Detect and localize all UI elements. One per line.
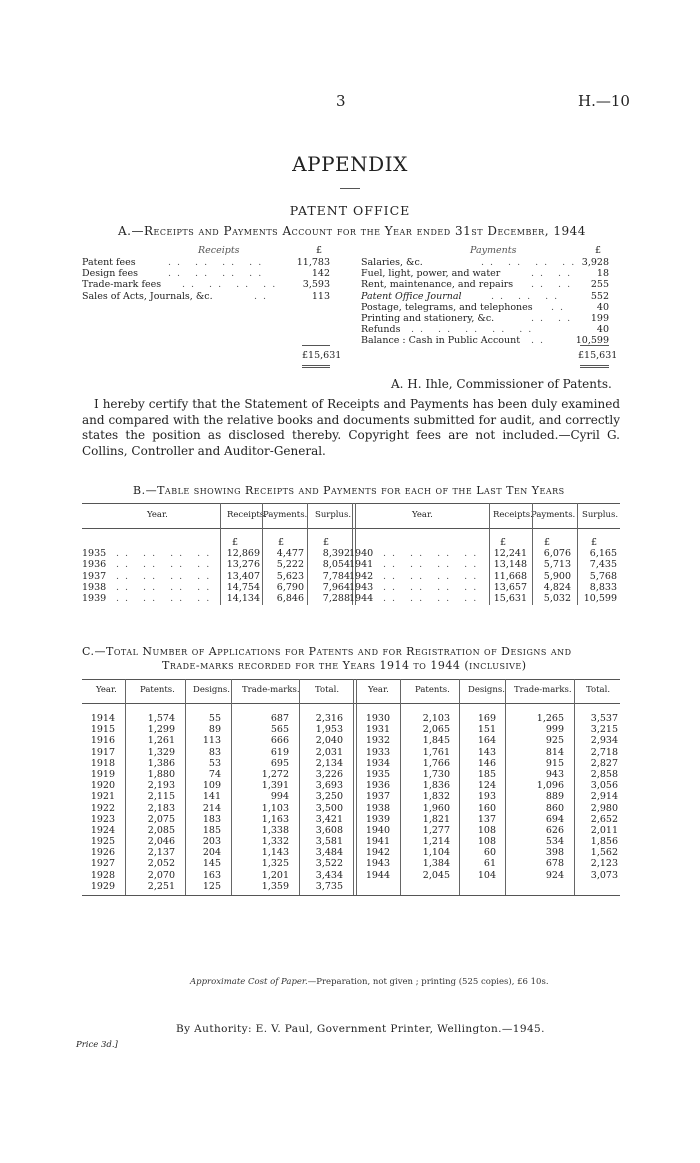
cell: 915 [545,757,564,769]
cell: 3,581 [315,836,343,848]
cell-surplus: 8,054 [322,559,350,571]
cell-payments: 6,790 [276,581,304,593]
cell: 2,045 [422,869,450,881]
cell-surplus: 6,165 [589,548,617,560]
cell: 994 [270,791,289,803]
table-b-body: £ £ £ £ £ £ 1935 12,869 4,477 8,392 .. .. .. .. 1940 12,241 6,076 6,165 .. .. .. .. 1936 13,276 5,222 8,054 .. .. .. .. 1941 13,148 5,713 7,435 .. .. .. .. 1937 13,407 5,623 7,784 .. .. .. .. 1942 11,668 5,900 5,768 .. .. .. .. 1938 14,754 6,790 7,964 .. .. .. .. 1943 13,657 4,824 8,833 .. .. .. .. 1939 14,134 6,846 7,288 .. .. .. .. 1944 15,631 5,032 10,599 .. .. .. .. [82,537,620,604]
table-row: 1939 14,134 6,846 7,288 .. .. .. .. 1944 15,631 5,032 10,599 .. .. .. .. [82,592,617,604]
cell: 1927 [90,858,115,870]
cell: 3,537 [590,713,618,724]
cell: 1,766 [422,757,450,769]
cell: 3,421 [315,813,343,825]
payment-label: Postage, telegrams, and telephones [361,301,533,313]
cell: 137 [477,813,496,825]
cell: 143 [477,746,496,758]
list-item: Balance : Cash in Public Account .. 10,599 [361,335,609,347]
cell: 3,608 [315,824,343,836]
cell-surplus: 10,599 [583,592,617,604]
cell-surplus: 8,392 [322,548,350,560]
cell: 125 [202,880,221,892]
payment-label: Balance : Cash in Public Account [361,335,521,347]
cell-surplus: 7,964 [322,581,350,593]
cell: 146 [477,757,496,769]
cell: 163 [202,869,221,881]
cell: 1925 [90,836,115,848]
cell: 2,123 [590,858,618,870]
cell-year: 1942 [349,570,374,582]
cell: 151 [477,724,496,736]
cell: 2,934 [590,735,618,747]
cell: 160 [477,802,496,814]
cell: 3,250 [315,791,343,803]
cell: 1940 [365,824,390,836]
cell: 1,730 [422,768,450,780]
cell: 2,858 [590,768,618,780]
cell: 2,040 [315,735,343,747]
col-surplus: Surplus. [582,510,619,520]
cell: 1,338 [261,824,289,836]
cell: 1,880 [147,768,175,780]
cell: 169 [477,713,496,724]
cell: 1923 [90,813,115,825]
cell: 3,434 [315,869,343,881]
payment-amount: 199 [590,312,609,324]
authority-line: By Authority: E. V. Paul, Government Printer, Wellington.—1945. [176,1023,545,1035]
table-row: 1936 13,276 5,222 8,054 .. .. .. .. 1941 13,148 5,713 7,435 .. .. .. .. [82,559,617,571]
cell: 1934 [365,757,390,769]
cell: 1916 [90,735,115,747]
table-row [82,836,620,847]
cell-receipts: 13,407 [226,570,260,582]
cell-year: 1940 [349,548,374,560]
receipt-label: Sales of Acts, Journals, &c. [82,290,213,302]
cell: 2,103 [422,713,450,724]
payment-amount: 40 [596,324,609,336]
page-number: 3 [336,92,346,110]
table-b-header [82,510,620,524]
cell-payments: 5,623 [276,570,304,582]
cell: 3,735 [315,880,343,892]
cell: 1,386 [147,757,175,769]
payment-amount: 255 [590,279,609,291]
cell: 626 [545,824,564,836]
cell-receipts: 13,148 [493,559,527,571]
cell: 2,134 [315,757,343,769]
table-row: 1935 12,869 4,477 8,392 .. .. .. .. 1940 12,241 6,076 6,165 .. .. .. .. [82,548,617,560]
cell: 1941 [365,836,390,848]
cell: 1917 [90,746,115,758]
cell: 2,011 [590,824,618,836]
cell: 1,359 [261,880,289,892]
cell: 53 [208,757,221,769]
receipts-list [82,257,330,302]
col-year: Year. [412,510,433,520]
receipt-label: Patent fees [82,257,136,268]
cell: 619 [270,746,289,758]
table-row [82,724,620,735]
list-item: Printing and stationery, &c. .. .. 199 [361,312,609,324]
payments-pound: £ [595,245,602,256]
cell: 3,215 [590,724,618,736]
receipt-amount: 3,593 [302,279,330,291]
cell: 1928 [90,869,115,881]
table-row [82,769,620,780]
list-item: Rent, maintenance, and repairs .. .. 255 [361,279,609,291]
cell: 534 [545,836,564,848]
cell: 2,065 [422,724,450,736]
table-row [82,858,620,869]
cell-receipts: 12,241 [493,548,527,560]
cell: 1921 [90,791,115,803]
cell: 889 [545,791,564,803]
cell: 687 [270,713,289,724]
cell: 860 [545,802,564,814]
cell: 1935 [365,768,390,780]
cell-payments: 4,477 [276,548,304,560]
section-c-title-2: Trade-marks recorded for the Years 1914 to 1944 (inclusive) [162,659,527,672]
receipts-header: Receipts [198,245,240,256]
cell-year: 1936 [82,559,107,571]
payment-amount: 552 [590,290,609,302]
cell: 1,845 [422,735,450,747]
cell: 1,272 [261,768,289,780]
payment-label: Printing and stationery, &c. [361,312,495,324]
receipts-total: £15,631 [302,350,342,361]
cell: 183 [202,813,221,825]
cell: 2,075 [147,813,175,825]
cell: 141 [202,791,221,803]
cell: 2,085 [147,824,175,836]
cell-year: 1937 [82,570,107,582]
cell: 89 [208,724,221,736]
col-payments: Payments. [263,510,308,520]
list-item: Patent fees .. .. .. .. 11,783 [82,257,330,268]
cell-payments: 4,824 [543,581,571,593]
cell: 1930 [365,713,390,724]
office-title: PATENT OFFICE [289,203,411,218]
cell: 203 [202,836,221,848]
section-c-title-1: C.—Total Number of Applications for Patents and for Registration of Designs and [82,645,572,658]
cell: 1920 [90,780,115,792]
cell: 1926 [90,847,115,859]
cell: 2,193 [147,780,175,792]
cell: 108 [477,824,496,836]
cell: 3,500 [315,802,343,814]
cell: 1919 [90,768,115,780]
cell-year: 1941 [349,559,374,571]
cell: 1915 [90,724,115,736]
list-item: Sales of Acts, Journals, &c. .. 113 [82,290,330,302]
cell-surplus: 8,833 [589,581,617,593]
cell: 1,103 [261,802,289,814]
cell: 1,329 [147,746,175,758]
cell: 3,693 [315,780,343,792]
cell: 1,277 [422,824,450,836]
cell: 1,214 [422,836,450,848]
cell: 185 [202,824,221,836]
cell: 666 [270,735,289,747]
cell: 1,821 [422,813,450,825]
cell: 55 [208,713,221,724]
section-b-title: B.—Table showing Receipts and Payments for each of the Last Ten Years [133,484,565,497]
cell: 1,163 [261,813,289,825]
cell: 1918 [90,757,115,769]
cell: 3,226 [315,768,343,780]
cell: 1,856 [590,836,618,848]
payments-list [361,257,609,347]
cell: 943 [545,768,564,780]
cell: 1931 [365,724,390,736]
cell: 1,265 [536,713,564,724]
payments-total: £15,631 [578,350,618,361]
approx-cost: Approximate Cost of Paper.—Preparation, not given ; printing (525 copies), £6 10s. [190,977,549,987]
cell: 113 [202,735,221,747]
cell: 109 [202,780,221,792]
cell: 164 [477,735,496,747]
cell-receipts: 15,631 [493,592,527,604]
section-a-title: A.—Receipts and Payments Account for the Year ended 31st December, 1944 [118,224,586,238]
cell: 1,836 [422,780,450,792]
receipt-amount: 11,783 [296,257,330,268]
col-surplus: Surplus. [315,510,352,520]
cell: 924 [545,869,564,881]
cell: 1914 [90,713,115,724]
payment-label: Salaries, &c. [361,257,423,268]
cell-payments: 6,846 [276,592,304,604]
payment-label: Refunds [361,324,401,336]
cell: 1,332 [261,836,289,848]
cell-payments: 5,713 [543,559,571,571]
receipt-label: Design fees [82,268,139,280]
table-row [82,791,620,802]
commissioner-signature: A. H. Ihle, Commissioner of Patents. [391,377,612,391]
list-item: Fuel, light, power, and water .. .. 18 [361,268,609,280]
cell: 185 [477,768,496,780]
list-item: Design fees .. .. .. .. 142 [82,268,330,280]
cell-receipts: 13,276 [226,559,260,571]
table-row: 1937 13,407 5,623 7,784 .. .. .. .. 1942 11,668 5,900 5,768 .. .. .. .. [82,570,617,582]
cell-receipts: 14,134 [226,592,260,604]
list-item: Patent Office Journal .. .. .. 552 [361,290,609,302]
list-item: Refunds .. .. .. .. .. 40 [361,324,609,336]
receipt-amount: 142 [311,268,330,280]
payment-amount: 40 [596,301,609,313]
cell: 2,031 [315,746,343,758]
col-receipts: Receipts. [227,510,267,520]
cell: 2,137 [147,847,175,859]
payment-amount: 18 [596,268,609,280]
cell: 2,251 [147,880,175,892]
certification-text: I hereby certify that the Statement of Receipts and Payments has been duly examined and compared with the relative books and documents submitted for audit, and correctly states the position as disclosed thereby. Copyright fees are not included.—Cyril G. Collins, Controller and Auditor-General. [82,397,620,458]
table-row [82,780,620,791]
list-item: Salaries, &c. .. .. .. .. 3,928 [361,257,609,268]
cell: 1,261 [147,735,175,747]
cell-payments: 5,900 [543,570,571,582]
table-row [82,713,620,724]
payment-amount: 3,928 [581,257,609,268]
cell: 2,980 [590,802,618,814]
cell-receipts: 13,657 [493,581,527,593]
cell: 1,960 [422,802,450,814]
table-row [82,814,620,825]
cell: 2,115 [147,791,175,803]
cell-receipts: 14,754 [226,581,260,593]
cell: 925 [545,735,564,747]
cell: 1936 [365,780,390,792]
cell: 214 [202,802,221,814]
col-payments: Payments. [531,510,576,520]
table-row [82,881,620,892]
cell: 1942 [365,847,390,859]
cell: 565 [270,724,289,736]
cell: 204 [202,847,221,859]
cell: 1,325 [261,858,289,870]
cell: 2,316 [315,713,343,724]
col-year: Year. [147,510,168,520]
cell: 814 [545,746,564,758]
cell: 2,046 [147,836,175,848]
appendix-title: APPENDIX [292,152,408,176]
cell: 1937 [365,791,390,803]
table-row [82,847,620,858]
cell: 1922 [90,802,115,814]
table-row [82,803,620,814]
receipt-amount: 113 [311,290,330,302]
table-row [82,758,620,769]
table-c-body [82,713,620,892]
cell-payments: 5,222 [276,559,304,571]
payment-label: Fuel, light, power, and water [361,268,501,280]
cell-payments: 5,032 [543,592,571,604]
cell-year: 1944 [349,592,374,604]
cell: 2,652 [590,813,618,825]
cell: 193 [477,791,496,803]
table-row [82,870,620,881]
cell: 1,953 [315,724,343,736]
cell: 1924 [90,824,115,836]
table-row: 1938 14,754 6,790 7,964 .. .. .. .. 1943 13,657 4,824 8,833 .. .. .. .. [82,581,617,593]
cell: 2,052 [147,858,175,870]
receipts-pound: £ [316,245,323,256]
cell: 1939 [365,813,390,825]
cell: 108 [477,836,496,848]
cell: 1,201 [261,869,289,881]
cell: 1,391 [261,780,289,792]
cell: 1,104 [422,847,450,859]
cell: 1,574 [147,713,175,724]
price: Price 3d.] [76,1040,118,1050]
cell-surplus: 7,435 [589,559,617,571]
cell: 2,827 [590,757,618,769]
cell: 1943 [365,858,390,870]
cell: 2,070 [147,869,175,881]
cell: 1,832 [422,791,450,803]
cell: 1,143 [261,847,289,859]
cell-receipts: 11,668 [493,570,527,582]
cell-receipts: 12,869 [226,548,260,560]
cell: 1933 [365,746,390,758]
cell: 3,522 [315,858,343,870]
cell: 60 [483,847,496,859]
cell: 694 [545,813,564,825]
payment-label: Rent, maintenance, and repairs [361,279,514,291]
cell: 2,718 [590,746,618,758]
cell: 2,183 [147,802,175,814]
col-receipts: Receipts. [493,510,533,520]
cell-year: 1935 [82,548,107,560]
cell: 1929 [90,880,115,892]
list-item: Postage, telegrams, and telephones .. 40 [361,301,609,313]
cell: 1938 [365,802,390,814]
page-ref: H.—10 [578,92,630,110]
receipt-label: Trade-mark fees [82,279,162,291]
cell-year: 1943 [349,581,374,593]
cell: 74 [208,768,221,780]
payments-header: Payments [470,245,517,256]
cell: 1,761 [422,746,450,758]
table-c-header: Year. Patents. Designs. Trade-marks. Total. Year. Patents. Designs. Trade-marks. Total. [96,685,611,695]
cell: 83 [208,746,221,758]
cell: 61 [483,858,496,870]
cell: 398 [545,847,564,859]
cell: 3,056 [590,780,618,792]
cell-year: 1939 [82,592,107,604]
cell-surplus: 7,288 [322,592,350,604]
payment-label: Patent Office Journal [361,290,462,302]
cell: 145 [202,858,221,870]
cell: 104 [477,869,496,881]
cell: 1,384 [422,858,450,870]
cell: 3,073 [590,869,618,881]
cell-year: 1938 [82,581,107,593]
table-row [82,735,620,746]
cell-surplus: 5,768 [589,570,617,582]
list-item: Trade-mark fees .. .. .. .. 3,593 [82,279,330,291]
cell: 124 [477,780,496,792]
table-row [82,825,620,836]
cell: 1,299 [147,724,175,736]
cell: 695 [270,757,289,769]
cell: 999 [545,724,564,736]
payment-amount: 10,599 [575,335,609,347]
divider [340,188,360,189]
cell: 1932 [365,735,390,747]
cell: 678 [545,858,564,870]
cell: 1,096 [536,780,564,792]
cell-surplus: 7,784 [322,570,350,582]
cell: 1,562 [590,847,618,859]
cell: 1944 [365,869,390,881]
cell: 3,484 [315,847,343,859]
table-row [82,747,620,758]
cell: 2,914 [590,791,618,803]
cell-payments: 6,076 [543,548,571,560]
